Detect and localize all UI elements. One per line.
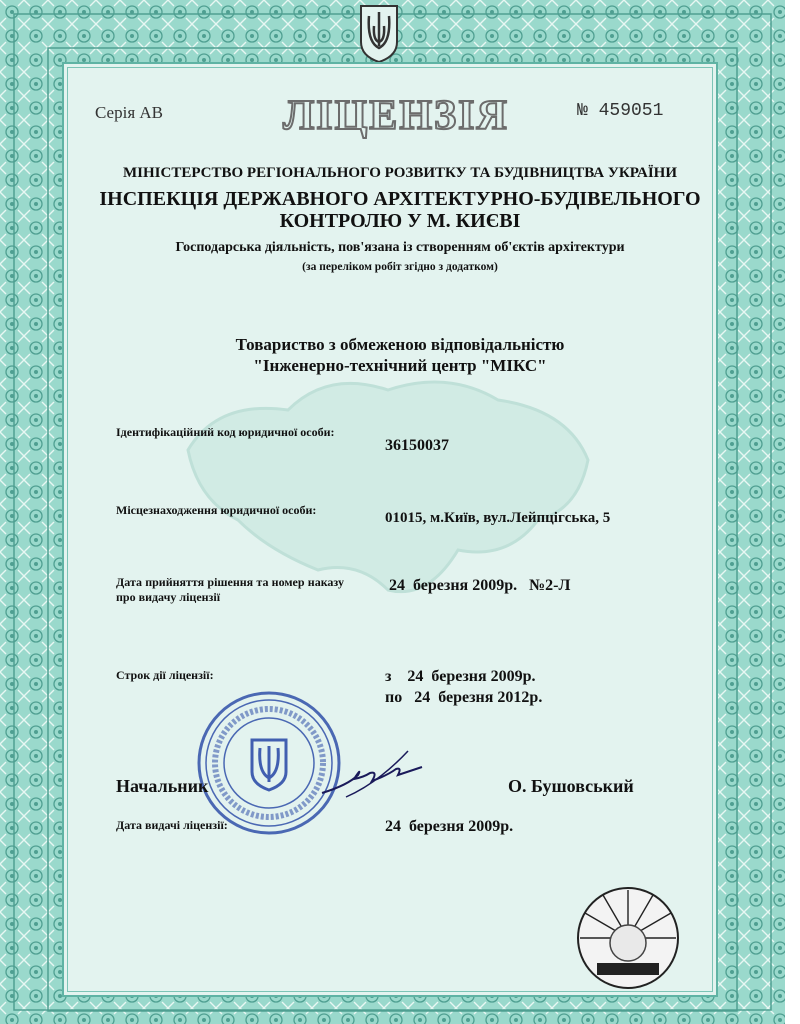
term-from: з 24 березня 2009р. [385, 668, 536, 685]
licensee-line2: "Інженерно-технічний центр "МІКС" [253, 356, 547, 375]
term-label: Строк дії ліцензії: [116, 668, 214, 682]
inspection-name-line2: КОНТРОЛЮ У М. КИЄВІ [279, 210, 521, 232]
activity-description: Господарська діяльність, пов'язана із створенням об'єктів архітектури [175, 240, 625, 255]
id-code-label: Ідентифікаційний код юридичної особи: [116, 425, 335, 439]
licensee-line1: Товариство з обмеженою відповідальністю [235, 335, 565, 354]
term-to: по 24 березня 2012р. [385, 689, 543, 706]
trident-icon [357, 2, 401, 64]
signature [318, 745, 428, 805]
id-code-value: 36150037 [385, 437, 449, 454]
inspection-name-line1: ІНСПЕКЦІЯ ДЕРЖАВНОГО АРХІТЕКТУРНО-БУДІВЕЛЬНОГО [99, 188, 701, 210]
decision-label: Дата прийняття рішення та номер наказу про видачу ліцензії [116, 575, 344, 604]
license-number: № 459051 [577, 101, 664, 121]
location-label: Місцезнаходження юридичної особи: [116, 503, 317, 517]
series-label: Серія АВ [95, 103, 163, 122]
activity-scope: (за переліком робіт згідно з додатком) [302, 261, 498, 273]
location-value: 01015, м.Київ, вул.Лейпцігська, 5 [385, 510, 611, 526]
ministry-name: МІНІСТЕРСТВО РЕГІОНАЛЬНОГО РОЗВИТКУ ТА БУДІВНИЦТВА УКРАЇНИ [122, 165, 678, 181]
head-label: Начальник [116, 776, 209, 796]
decision-value: 24 березня 2009р. №2-Л [389, 577, 571, 594]
hologram-sticker [575, 885, 681, 991]
issue-date-label: Дата видачі ліцензії: [116, 818, 228, 832]
head-name: О. Бушовський [508, 776, 634, 796]
issue-date-value: 24 березня 2009р. [385, 818, 514, 835]
document-title: ЛІЦЕНЗІЯ [283, 93, 509, 139]
